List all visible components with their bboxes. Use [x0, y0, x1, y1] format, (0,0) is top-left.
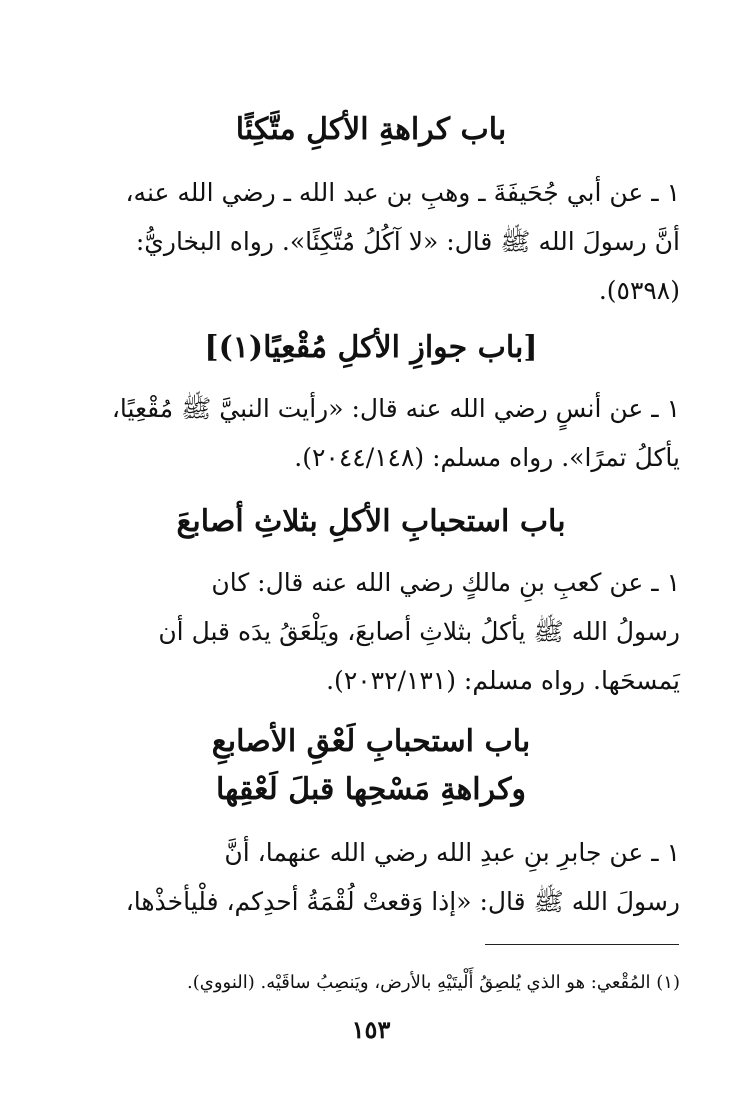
- text-line: يَمسحَها. رواه مسلم: (٢٠٣٢/١٣١).: [326, 666, 680, 695]
- text-line: (٥٣٩٨).: [598, 276, 680, 305]
- section-3-text: [62, 558, 680, 705]
- section-heading: باب كراهةِ الأكلِ متَّكِئًا: [235, 112, 507, 147]
- text-line: ١ ـ عن أنسٍ رضي الله عنه قال: «رأيت النبيَّ ﷺ مُقْعِيًا،: [111, 394, 680, 423]
- section-1: [62, 110, 680, 150]
- section-heading: باب استحبابِ الأكلِ بثلاثِ أصابعَ: [176, 504, 566, 539]
- section-heading-line-2: وكراهةِ مَسْحِها قبلَ لَعْقِها: [216, 772, 526, 807]
- page-number: ١٥٣: [351, 1015, 391, 1044]
- footnote: (١) المُقْعي: هو الذي يُلصِقُ أَلْيتَيْهِ بالأرض، ويَنصِبُ ساقَيْه. (النووي).: [187, 972, 680, 993]
- section-4: [62, 722, 680, 810]
- text-line: يأكلُ تمرًا». رواه مسلم: (٢٠٤٤/١٤٨).: [294, 443, 680, 472]
- footnote-divider: [485, 944, 679, 945]
- section-3: [62, 502, 680, 542]
- section-heading: [باب جوازِ الأكلِ مُقْعِيًا(١)]: [204, 330, 538, 365]
- text-line: رسولُ الله ﷺ يأكلُ بثلاثِ أصابعَ، ويَلْعَقُ يدَه قبل أن: [158, 617, 680, 646]
- text-line: ١ ـ عن جابرِ بنِ عبدِ الله رضي الله عنهما، أنَّ: [224, 838, 680, 867]
- text-line: رسولَ الله ﷺ قال: «إذا وَقعتْ لُقْمَةُ أحدِكم، فلْيأخذْها،: [125, 887, 680, 916]
- section-heading: باب استحبابِ لَعْقِ الأصابعِ: [211, 724, 531, 759]
- section-4-text: [62, 828, 680, 926]
- section-1-text: [62, 168, 680, 315]
- text-line: ١ ـ عن كعبِ بنِ مالكٍ رضي الله عنه قال: كان: [211, 568, 680, 597]
- section-2-text: [62, 384, 680, 482]
- section-2: [62, 328, 680, 368]
- text-line: ١ ـ عن أبي جُحَيفَةَ ـ وهبِ بن عبد الله ـ رضي الله عنه،: [125, 178, 680, 207]
- text-line: أنَّ رسولَ الله ﷺ قال: «لا آكُلُ مُتَّكِئًا». رواه البخاريُّ:: [135, 227, 680, 256]
